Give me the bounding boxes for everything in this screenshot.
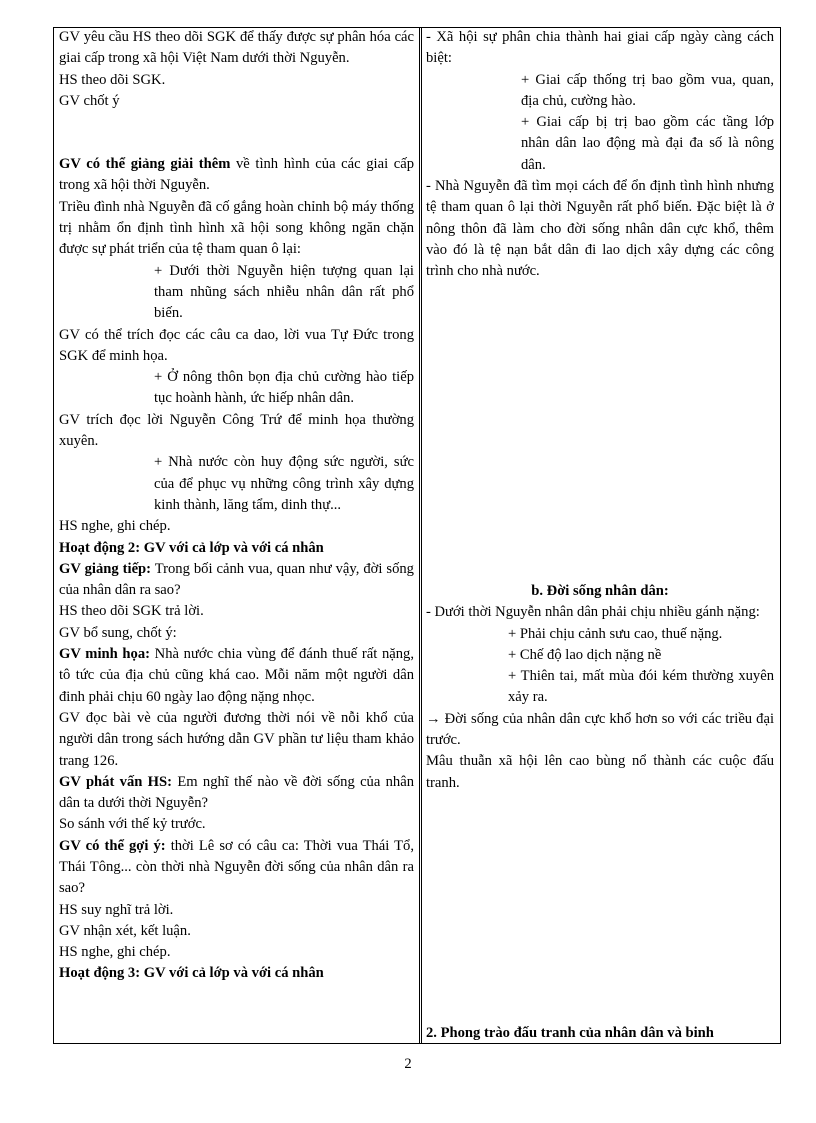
section-heading: 2. Phong trào đấu tranh của nhân dân và binh: [426, 1025, 714, 1041]
paragraph: GV có thể trích đọc các câu ca dao, lời vua Tự Đức trong SGK để minh họa.: [59, 326, 414, 364]
activity-heading: Hoạt động 2: GV với cả lớp và với cá nhân: [59, 539, 324, 556]
paragraph: Triều đình nhà Nguyễn đã cố gắng hoàn chỉnh bộ máy thống trị nhằm ổn định tình hình xã hội song không ngăn chặn được sự phát triển của tệ tham quan ô lại:: [59, 198, 414, 258]
knowledge-column: [426, 27, 774, 1041]
paragraph: GV bổ sung, chốt ý:: [59, 624, 177, 641]
paragraph: GV đọc bài vè của người đương thời nói về nỗi khổ của người dân trong sách hướng dẫn GV phần tư liệu tham khảo trang 126.: [59, 709, 414, 769]
right-top-block: [426, 27, 774, 283]
bold-lead: GV có thể gợi ý:: [59, 837, 166, 854]
paragraph: GV nhận xét, kết luận.: [59, 922, 191, 939]
bullet-paragraph: + Giai cấp thống trị bao gồm vua, quan, địa chủ, cường hào.: [521, 71, 774, 109]
paragraph: HS theo dõi SGK.: [59, 71, 166, 88]
spacer: [59, 112, 414, 154]
paragraph: Mâu thuẫn xã hội lên cao bùng nổ thành các cuộc đấu tranh.: [426, 753, 774, 791]
text-run: Trong bối cảnh vua, quan như vậy, đời sống của nhân dân ra sao?: [59, 560, 414, 599]
text-run: Nhà nước chia vùng để đánh thuế rất nặng, tô tức của địa chủ cũng khá cao. Mỗi năm một người dân đinh phải chịu 60 ngày lao động nặng nhọc.: [59, 646, 414, 705]
bold-lead: GV giảng tiếp:: [59, 560, 152, 577]
paragraph: GV chốt ý: [59, 92, 120, 109]
text-run: thời Lê sơ có câu ca: Thời vua Thái Tổ, Thái Tông... còn thời nhà Nguyễn đời sống của nhân dân ra sao?: [59, 837, 414, 897]
bullet-paragraph: + Chế độ lao dịch nặng nề: [508, 646, 662, 663]
bullet-paragraph: + Giai cấp bị trị bao gồm các tầng lớp nhân dân lao động mà đại đa số là nông dân.: [521, 114, 774, 173]
paragraph: [59, 559, 414, 602]
paragraph: - Nhà Nguyễn đã tìm mọi cách để ổn định tình hình nhưng tệ tham quan ô lại thời Nguyễn rất phổ biến. Đặc biệt là ở nông thôn đã làm cho đời sống nhân dân cực khổ, thêm vào đó là tệ nạn bắt dân đi lao dịch xây dựng các công trình cho nhà nước.: [426, 178, 774, 280]
bullet-paragraph: + Ở nông thôn bọn địa chủ cường hào tiếp tục hoành hành, ức hiếp nhân dân.: [154, 369, 414, 407]
paragraph: HS theo dõi SGK trả lời.: [59, 603, 204, 620]
paragraph: - Dưới thời Nguyễn nhân dân phải chịu nhiều gánh nặng:: [426, 604, 760, 621]
bold-lead: GV phát vấn HS:: [59, 773, 173, 790]
paragraph: - Xã hội sự phân chia thành hai giai cấp ngày càng cách biệt:: [426, 29, 774, 67]
column-divider: [419, 27, 422, 1044]
bullet-paragraph: + Thiên tai, mất mùa đói kém thường xuyên xảy ra.: [508, 668, 774, 706]
bold-lead: GV minh họa:: [59, 646, 150, 663]
paragraph: GV trích đọc lời Nguyễn Công Trứ để minh họa thường xuyên.: [59, 411, 414, 450]
paragraph: HS suy nghĩ trả lời.: [59, 901, 174, 918]
page-number: 2: [404, 1056, 412, 1072]
bullet-paragraph: + Phải chịu cảnh sưu cao, thuế nặng.: [508, 625, 723, 642]
text-run: về tình hình của các giai cấp trong xã hội thời Nguyễn.: [59, 156, 414, 194]
activity-heading: Hoạt động 3: GV với cả lớp và với cá nhân: [59, 965, 324, 982]
paragraph: GV yêu cầu HS theo dõi SGK để thấy được sự phân hóa các giai cấp trong xã hội Việt Nam dưới thời Nguyễn.: [59, 29, 414, 67]
bullet-paragraph: + Nhà nước còn huy động sức người, sức của để phục vụ những công trình xây dựng kinh thành, lăng tẩm, dinh thự...: [154, 454, 414, 513]
paragraph: [59, 836, 414, 900]
section-heading: b. Đời sống nhân dân:: [531, 583, 669, 599]
paragraph: So sánh với thế kỷ trước.: [59, 816, 206, 833]
paragraph: → Đời sống của nhân dân cực khổ hơn so với các triều đại trước.: [426, 710, 774, 749]
right-middle-block: [426, 581, 774, 794]
paragraph: [59, 154, 414, 197]
paragraph: HS nghe, ghi chép.: [59, 944, 171, 961]
paragraph: [59, 772, 414, 815]
paragraph: HS nghe, ghi chép.: [59, 518, 171, 535]
paragraph: [59, 644, 414, 708]
text-run: Em nghĩ thế nào về đời sống của nhân dân ta dưới thời Nguyễn?: [59, 773, 414, 812]
bullet-paragraph: + Dưới thời Nguyễn hiện tượng quan lại tham nhũng sách nhiễu nhân dân rất phổ biến.: [154, 262, 414, 322]
teacher-activities-column: [59, 27, 414, 1041]
bold-lead: GV có thể giảng giải thêm: [59, 156, 231, 173]
